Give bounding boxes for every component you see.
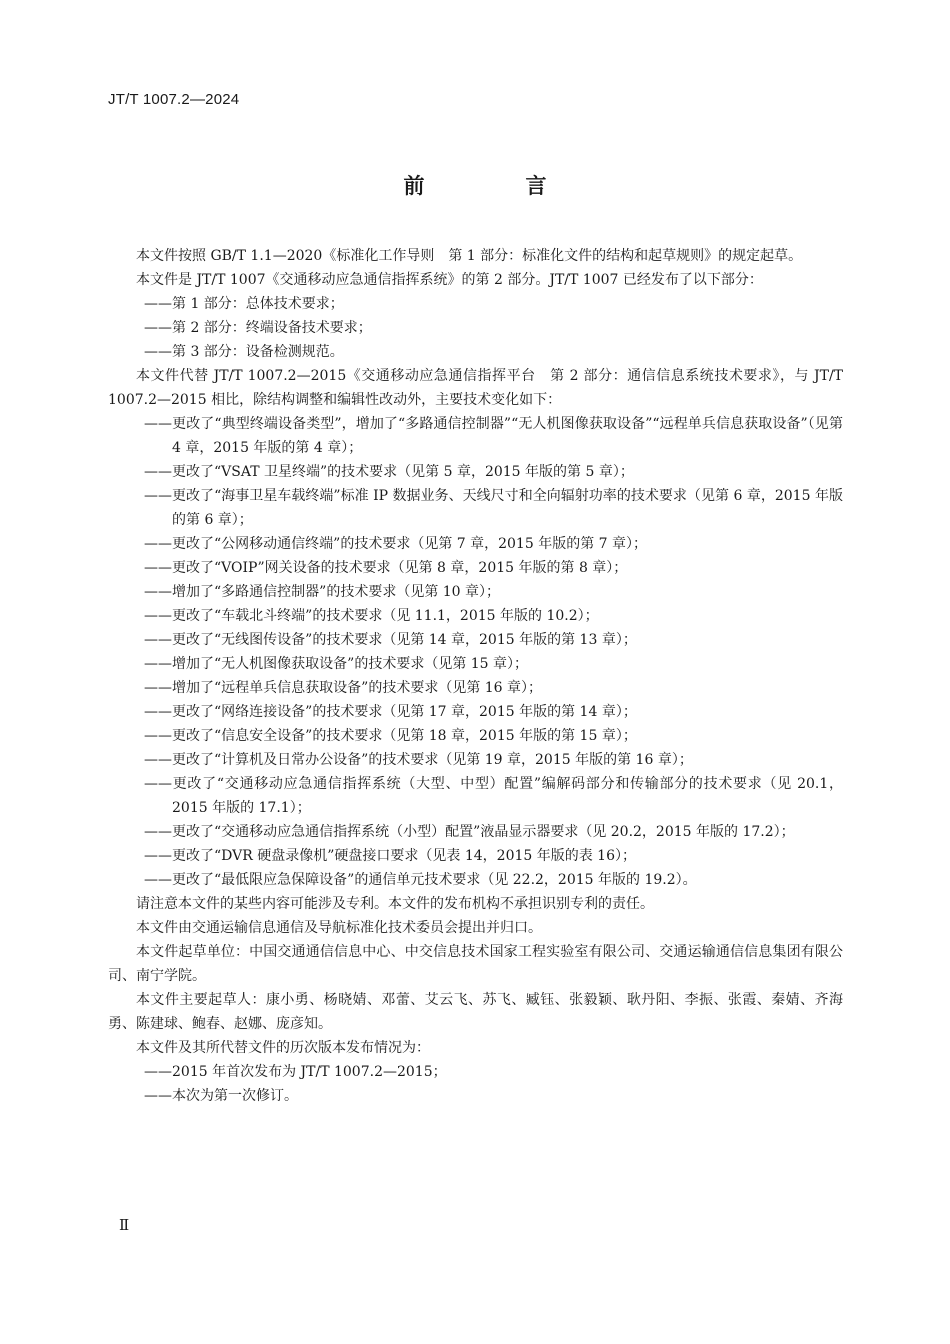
list-item: ——更改了“最低限应急保障设备”的通信单元技术要求（见 22.2，2015 年版的 19.2）。 <box>144 872 697 888</box>
paragraph: 本文件是 JT/T 1007《交通移动应急通信指挥系统》的第 2 部分。JT/T 1007 已经发布了以下部分： <box>136 272 763 288</box>
list-item: ——更改了“车载北斗终端”的技术要求（见 11.1，2015 年版的 10.2）； <box>144 608 599 624</box>
list-item: ——更改了“网络连接设备”的技术要求（见第 17 章，2015 年版的第 14 章）； <box>144 704 637 720</box>
list-item: ——本次为第一次修订。 <box>144 1088 298 1104</box>
list-item: ——更改了“典型终端设备类型”，增加了“多路通信控制器”“无人机图像获取设备”“远程单兵信息获取设备”（见第 4 章，2015 年版的第 4 章）； <box>144 416 843 456</box>
list-item: ——增加了“无人机图像获取设备”的技术要求（见第 15 章）； <box>144 656 529 672</box>
paragraph: 本文件由交通运输信息通信及导航标准化技术委员会提出并归口。 <box>136 920 542 936</box>
list-item: ——更改了“公网移动通信终端”的技术要求（见第 7 章，2015 年版的第 7 章）； <box>144 536 648 552</box>
list-item: ——更改了“VSAT 卫星终端”的技术要求（见第 5 章，2015 年版的第 5 章）； <box>144 464 634 480</box>
list-item: ——增加了“多路通信控制器”的技术要求（见第 10 章）； <box>144 584 501 600</box>
document-id: JT/T 1007.2—2024 <box>108 91 240 108</box>
list-item: ——更改了“无线图传设备”的技术要求（见第 14 章，2015 年版的第 13 章）； <box>144 632 637 648</box>
list-item: ——增加了“远程单兵信息获取设备”的技术要求（见第 16 章）； <box>144 680 543 696</box>
page-title: 前 言 <box>403 174 587 198</box>
paragraph: 本文件按照 GB/T 1.1—2020《标准化工作导则 第 1 部分：标准化文件的结构和起草规则》的规定起草。 <box>136 248 803 264</box>
list-item: ——更改了“交通移动应急通信指挥系统（大型、中型）配置”编解码部分和传输部分的技术要求（见 20.1，2015 年版的 17.1）； <box>144 776 843 816</box>
list-item: ——更改了“信息安全设备”的技术要求（见第 18 章，2015 年版的第 15 章）； <box>144 728 637 744</box>
list-item: ——第 3 部分：设备检测规范。 <box>144 344 344 360</box>
list-item: ——更改了“计算机及日常办公设备”的技术要求（见第 19 章，2015 年版的第 16 章）； <box>144 752 693 768</box>
list-item: ——第 2 部分：终端设备技术要求； <box>144 320 372 336</box>
list-item: ——更改了“VOIP”网关设备的技术要求（见第 8 章，2015 年版的第 8 章）； <box>144 560 628 576</box>
paragraph: 本文件及其所代替文件的历次版本发布情况为： <box>136 1040 430 1056</box>
list-item: ——更改了“海事卫星车载终端”标准 IP 数据业务、天线尺寸和全向辐射功率的技术要求（见第 6 章，2015 年版的第 6 章）； <box>144 488 843 528</box>
paragraph: 本文件起草单位：中国交通通信信息中心、中交信息技术国家工程实验室有限公司、交通运输通信信息集团有限公司、南宁学院。 <box>108 944 843 984</box>
paragraph: 本文件代替 JT/T 1007.2—2015《交通移动应急通信指挥平台 第 2 部分：通信信息系统技术要求》，与 JT/T 1007.2—2015 相比，除结构调整和编辑性改动外，主要技术变化如下： <box>108 368 843 408</box>
list-item: ——第 1 部分：总体技术要求； <box>144 296 344 312</box>
list-item: ——更改了“交通移动应急通信指挥系统（小型）配置”液晶显示器要求（见 20.2，2015 年版的 17.2）； <box>144 824 795 840</box>
page-number: Ⅱ <box>119 1216 130 1234</box>
paragraph: 请注意本文件的某些内容可能涉及专利。本文件的发布机构不承担识别专利的责任。 <box>136 896 654 912</box>
foreword-body <box>108 244 843 1108</box>
list-item: ——更改了“DVR 硬盘录像机”硬盘接口要求（见表 14，2015 年版的表 16）； <box>144 848 637 864</box>
paragraph: 本文件主要起草人：康小勇、杨晓婧、邓蕾、艾云飞、苏飞、臧钰、张毅颖、耿丹阳、李振、张霞、秦婧、齐海勇、陈建球、鲍春、赵娜、庞彦知。 <box>108 992 843 1032</box>
list-item: ——2015 年首次发布为 JT/T 1007.2—2015； <box>144 1064 447 1080</box>
